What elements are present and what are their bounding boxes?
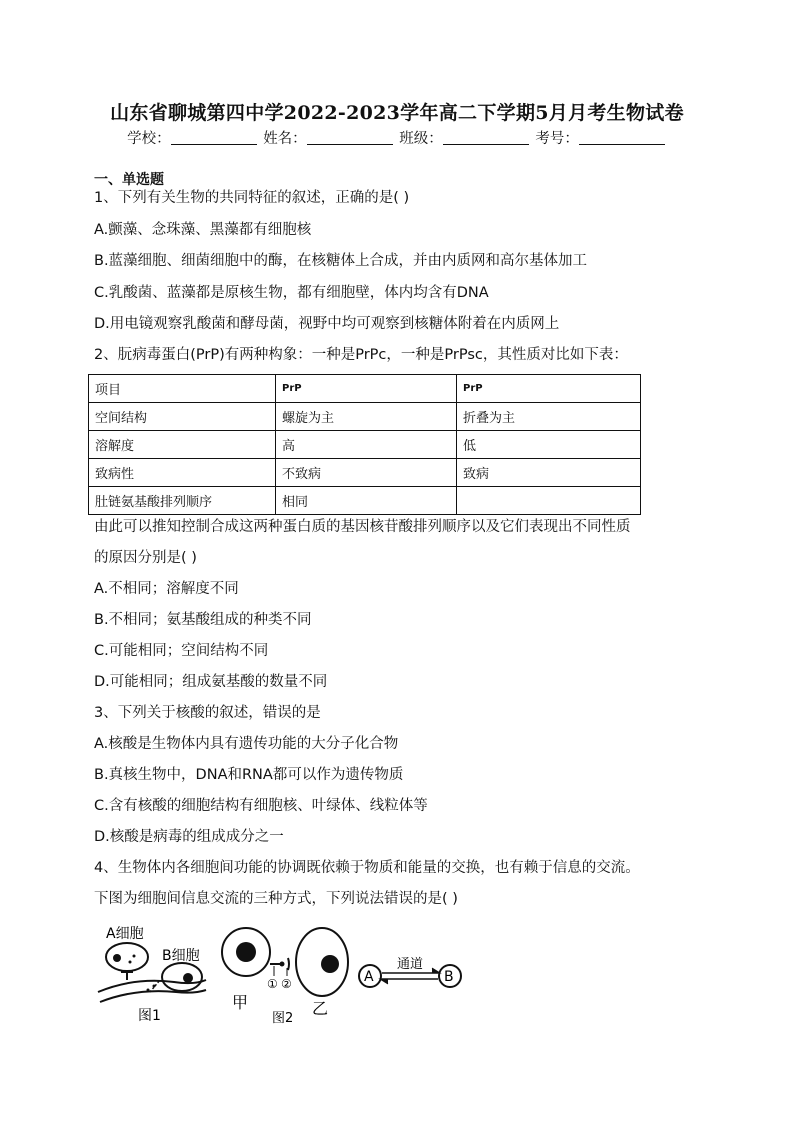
q4-stem-2: 下图为细胞间信息交流的三种方式，下列说法错误的是( ) (94, 891, 458, 907)
q2-stem: 2、朊病毒蛋白(PrP)有两种构象：一种是PrPc，一种是PrPsc，其性质对比如下表： (94, 347, 628, 363)
table-cell: 致病性 (89, 459, 276, 487)
figure-1-label: 图1 (138, 1008, 161, 1024)
q2-option-c: C.可能相同；空间结构不同 (94, 643, 269, 659)
class-blank[interactable] (443, 130, 529, 145)
q1-option-a: A.颤藻、念珠藻、黑藻都有细胞核 (94, 222, 312, 238)
channel-label: 通道 (397, 957, 424, 972)
b-cell-nucleus (183, 973, 193, 983)
blood-vessel-wall (100, 990, 206, 1002)
table-cell: 溶解度 (89, 431, 276, 459)
student-info-row (0, 127, 794, 148)
a-cell-label: A细胞 (106, 926, 144, 942)
figure-panel-3 (359, 957, 461, 987)
table-row (89, 403, 641, 431)
node-b-label: B (444, 969, 454, 985)
node-a-label: A (364, 969, 374, 985)
table-cell: 螺旋为主 (276, 403, 457, 431)
table-header-cell: 项目 (89, 375, 276, 403)
section-heading: 一、单选题 (94, 172, 164, 188)
q1-option-c: C.乳酸菌、蓝藻都是原核生物，都有细胞壁，体内均含有DNA (94, 285, 489, 301)
receptor (288, 958, 289, 970)
arrow-right-icon (432, 968, 440, 973)
b-cell-shape (162, 963, 202, 991)
number-label: 考号： (535, 131, 579, 147)
name-blank[interactable] (307, 130, 393, 145)
b-cell-label: B细胞 (162, 948, 200, 964)
label-1: ① (267, 977, 278, 991)
q3-option-d: D.核酸是病毒的组成成分之一 (94, 829, 284, 845)
school-label: 学校： (127, 131, 171, 147)
school-blank[interactable] (171, 130, 257, 145)
table-header-cell: PrP (457, 375, 641, 403)
arrow-left-icon (380, 979, 388, 984)
table-row (89, 431, 641, 459)
q2-continuation-2: 的原因分别是( ) (94, 550, 197, 566)
table-cell: 致病 (457, 459, 641, 487)
q1-stem: 1、下列有关生物的共同特征的叙述，正确的是( ) (94, 190, 410, 206)
table-cell (457, 487, 641, 515)
table-row (89, 459, 641, 487)
table-header-cell: PrP (276, 375, 457, 403)
q2-option-d: D.可能相同；组成氨基酸的数量不同 (94, 674, 328, 690)
a-cell-nucleus (113, 954, 121, 962)
class-label: 班级： (399, 131, 443, 147)
q2-option-b: B.不相同；氨基酸组成的种类不同 (94, 612, 312, 628)
q4-stem-1: 4、生物体内各细胞间功能的协调既依赖于物质和能量的交换，也有赖于信息的交流。 (94, 860, 640, 876)
signal-dot (133, 955, 136, 958)
table-row (89, 487, 641, 515)
label-2: ② (281, 977, 292, 991)
table-cell: 空间结构 (89, 403, 276, 431)
table-cell: 低 (457, 431, 641, 459)
signal-molecule (280, 962, 285, 967)
table-cell: 高 (276, 431, 457, 459)
yi-cell-nucleus (321, 955, 339, 973)
q3-stem: 3、下列关于核酸的叙述，错误的是 (94, 705, 321, 721)
q1-option-b: B.蓝藻细胞、细菌细胞中的酶，在核糖体上合成，并由内质网和高尔基体加工 (94, 253, 588, 269)
cell-signaling-figure (94, 922, 474, 1026)
figure-panel-2 (222, 928, 348, 1026)
table-cell: 不致病 (276, 459, 457, 487)
a-cell-shape (106, 943, 148, 971)
q2-option-a: A.不相同；溶解度不同 (94, 581, 239, 597)
table-header-row (89, 375, 641, 403)
q2-continuation-1: 由此可以推知控制合成这两种蛋白质的基因核苷酸排列顺序以及它们表现出不同性质 (94, 519, 631, 535)
name-label: 姓名： (263, 131, 307, 147)
figure-panel-1 (98, 926, 206, 1024)
page-title: 山东省聊城第四中学2022-2023学年高二下学期5月月考生物试卷 (110, 102, 684, 124)
number-blank[interactable] (579, 130, 665, 145)
q3-option-c: C.含有核酸的细胞结构有细胞核、叶绿体、线粒体等 (94, 798, 428, 814)
table-cell: 肚链氨基酸排列顺序 (89, 487, 276, 515)
signal-dot (129, 961, 132, 964)
table-cell: 相同 (276, 487, 457, 515)
q3-option-a: A.核酸是生物体内具有遗传功能的大分子化合物 (94, 736, 399, 752)
jia-cell-nucleus (236, 942, 256, 962)
signal-dot (147, 989, 150, 992)
jia-label: 甲 (232, 993, 249, 1012)
q3-option-b: B.真核生物中，DNA和RNA都可以作为遗传物质 (94, 767, 404, 783)
yi-label: 乙 (312, 999, 329, 1018)
prp-comparison-table (88, 374, 641, 515)
figure-2-label: 图2 (272, 1011, 294, 1026)
table-cell: 折叠为主 (457, 403, 641, 431)
q1-option-d: D.用电镜观察乳酸菌和酵母菌，视野中均可观察到核糖体附着在内质网上 (94, 316, 560, 332)
